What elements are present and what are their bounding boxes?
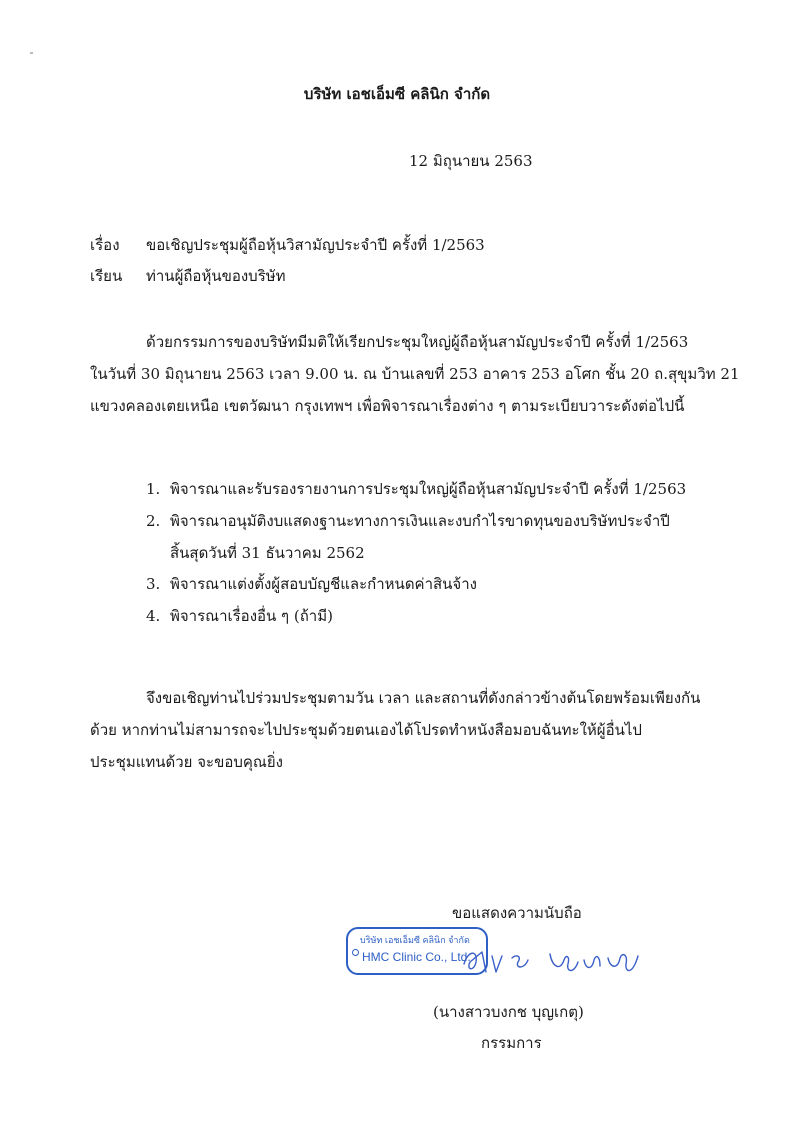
agenda-item — [146, 509, 670, 562]
agenda-text: พิจารณาแต่งตั้งผู้สอบบัญชีและกำหนดค่าสินจ้าง — [170, 575, 477, 593]
subject-label: เรื่อง — [90, 236, 120, 254]
agenda-text-continued: สิ้นสุดวันที่ 31 ธันวาคม 2562 — [170, 544, 365, 562]
stamp-english-text: HMC Clinic Co., Ltd. — [362, 950, 471, 964]
recipient-value: ท่านผู้ถือหุ้นของบริษัท — [146, 267, 286, 285]
intro-line: ในวันที่ 30 มิถุนายน 2563 เวลา 9.00 น. ณ บ้านเลขที่ 253 อาคาร 253 อโศก ชั้น 20 ถ.สุขุมวิท 21 — [90, 365, 740, 383]
agenda-number: 1. — [146, 480, 161, 498]
agenda-text: พิจารณาเรื่องอื่น ๆ (ถ้ามี) — [170, 607, 333, 625]
recipient-label: เรียน — [90, 267, 123, 285]
invitation-line: ประชุมแทนด้วย จะขอบคุณยิ่ง — [90, 753, 283, 771]
intro-line: แขวงคลองเตยเหนือ เขตวัฒนา กรุงเทพฯ เพื่อพิจารณาเรื่องต่าง ๆ ตามระเบียบวาระดังต่อไปนี้ — [90, 397, 685, 415]
stamp-dot — [352, 949, 359, 956]
signatory-name: (นางสาวบงกช บุญเกตุ) — [433, 1003, 584, 1021]
agenda-item — [146, 572, 477, 596]
agenda-text: พิจารณาอนุมัติงบแสดงฐานะทางการเงินและงบกำไรขาดทุนของบริษัทประจำปี — [170, 512, 670, 530]
signatory-position: กรรมการ — [481, 1034, 542, 1052]
agenda-text: พิจารณาและรับรองรายงานการประชุมใหญ่ผู้ถือหุ้นสามัญประจำปี ครั้งที่ 1/2563 — [170, 480, 687, 498]
stamp-thai-text: บริษัท เอชเอ็มซี คลินิก จำกัด — [360, 935, 470, 945]
invitation-line: จึงขอเชิญท่านไปร่วมประชุมตามวัน เวลา และสถานที่ดังกล่าวข้างต้นโดยพร้อมเพียงกัน — [146, 689, 701, 707]
company-heading: บริษัท เอชเอ็มซี คลินิก จำกัด — [303, 85, 491, 103]
intro-line: ด้วยกรรมการของบริษัทมีมติให้เรียกประชุมใหญ่ผู้ถือหุ้นสามัญประจำปี ครั้งที่ 1/2563 — [146, 333, 689, 351]
handwritten-signature — [460, 942, 650, 982]
letter-date: 12 มิถุนายน 2563 — [409, 152, 533, 170]
agenda-number: 4. — [146, 607, 161, 625]
agenda-number: 2. — [146, 512, 161, 530]
scan-speck — [30, 52, 33, 54]
closing-phrase: ขอแสดงความนับถือ — [452, 904, 582, 922]
invitation-line: ด้วย หากท่านไม่สามารถจะไปประชุมด้วยตนเองได้โปรดทำหนังสือมอบฉันทะให้ผู้อื่นไป — [90, 721, 642, 739]
intro-paragraph — [90, 326, 740, 422]
agenda-item — [146, 604, 333, 628]
subject-value: ขอเชิญประชุมผู้ถือหุ้นวิสามัญประจำปี ครั้งที่ 1/2563 — [146, 236, 485, 254]
agenda-number: 3. — [146, 575, 161, 593]
agenda-item — [146, 477, 686, 501]
invitation-paragraph — [90, 682, 710, 778]
